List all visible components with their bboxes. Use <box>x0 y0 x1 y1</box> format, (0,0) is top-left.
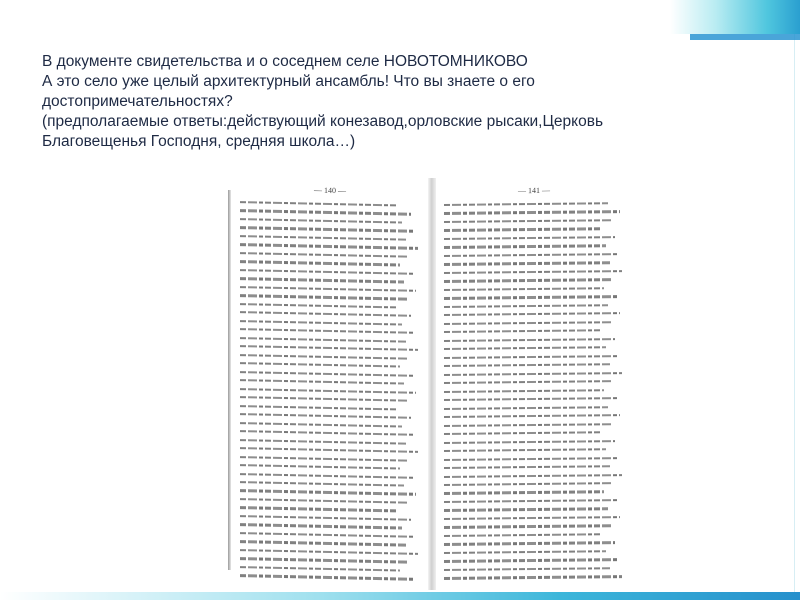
slide-text-line: Благовещенья Господня, средняя школа…) <box>42 133 356 150</box>
book-page-right <box>438 177 630 591</box>
slide-text-line: А это село уже целый архитектурный ансамбль! Что вы знаете о его <box>42 73 535 90</box>
book-page-left <box>234 176 426 592</box>
page-number: — 140 — <box>314 185 346 196</box>
slide-text-line: В документе свидетельства и о соседнем селе НОВОТОМНИКОВО <box>42 53 528 70</box>
corner-decoration <box>670 0 800 34</box>
page-number: — 141 — <box>518 185 550 196</box>
page-text-lines <box>234 201 426 581</box>
slide-text <box>42 52 742 152</box>
book-spine <box>428 178 436 590</box>
page-edge-shadow <box>228 190 231 570</box>
corner-decoration-bar <box>690 34 800 40</box>
slide-text-line: достопримечательностях? <box>42 93 233 110</box>
page-text-lines <box>438 202 630 580</box>
slide-text-line: (предполагаемые ответы:действующий конезавод,орловские рысаки,Церковь <box>42 113 604 130</box>
scanned-book-image <box>228 178 628 590</box>
bottom-decoration-bar <box>0 592 800 600</box>
